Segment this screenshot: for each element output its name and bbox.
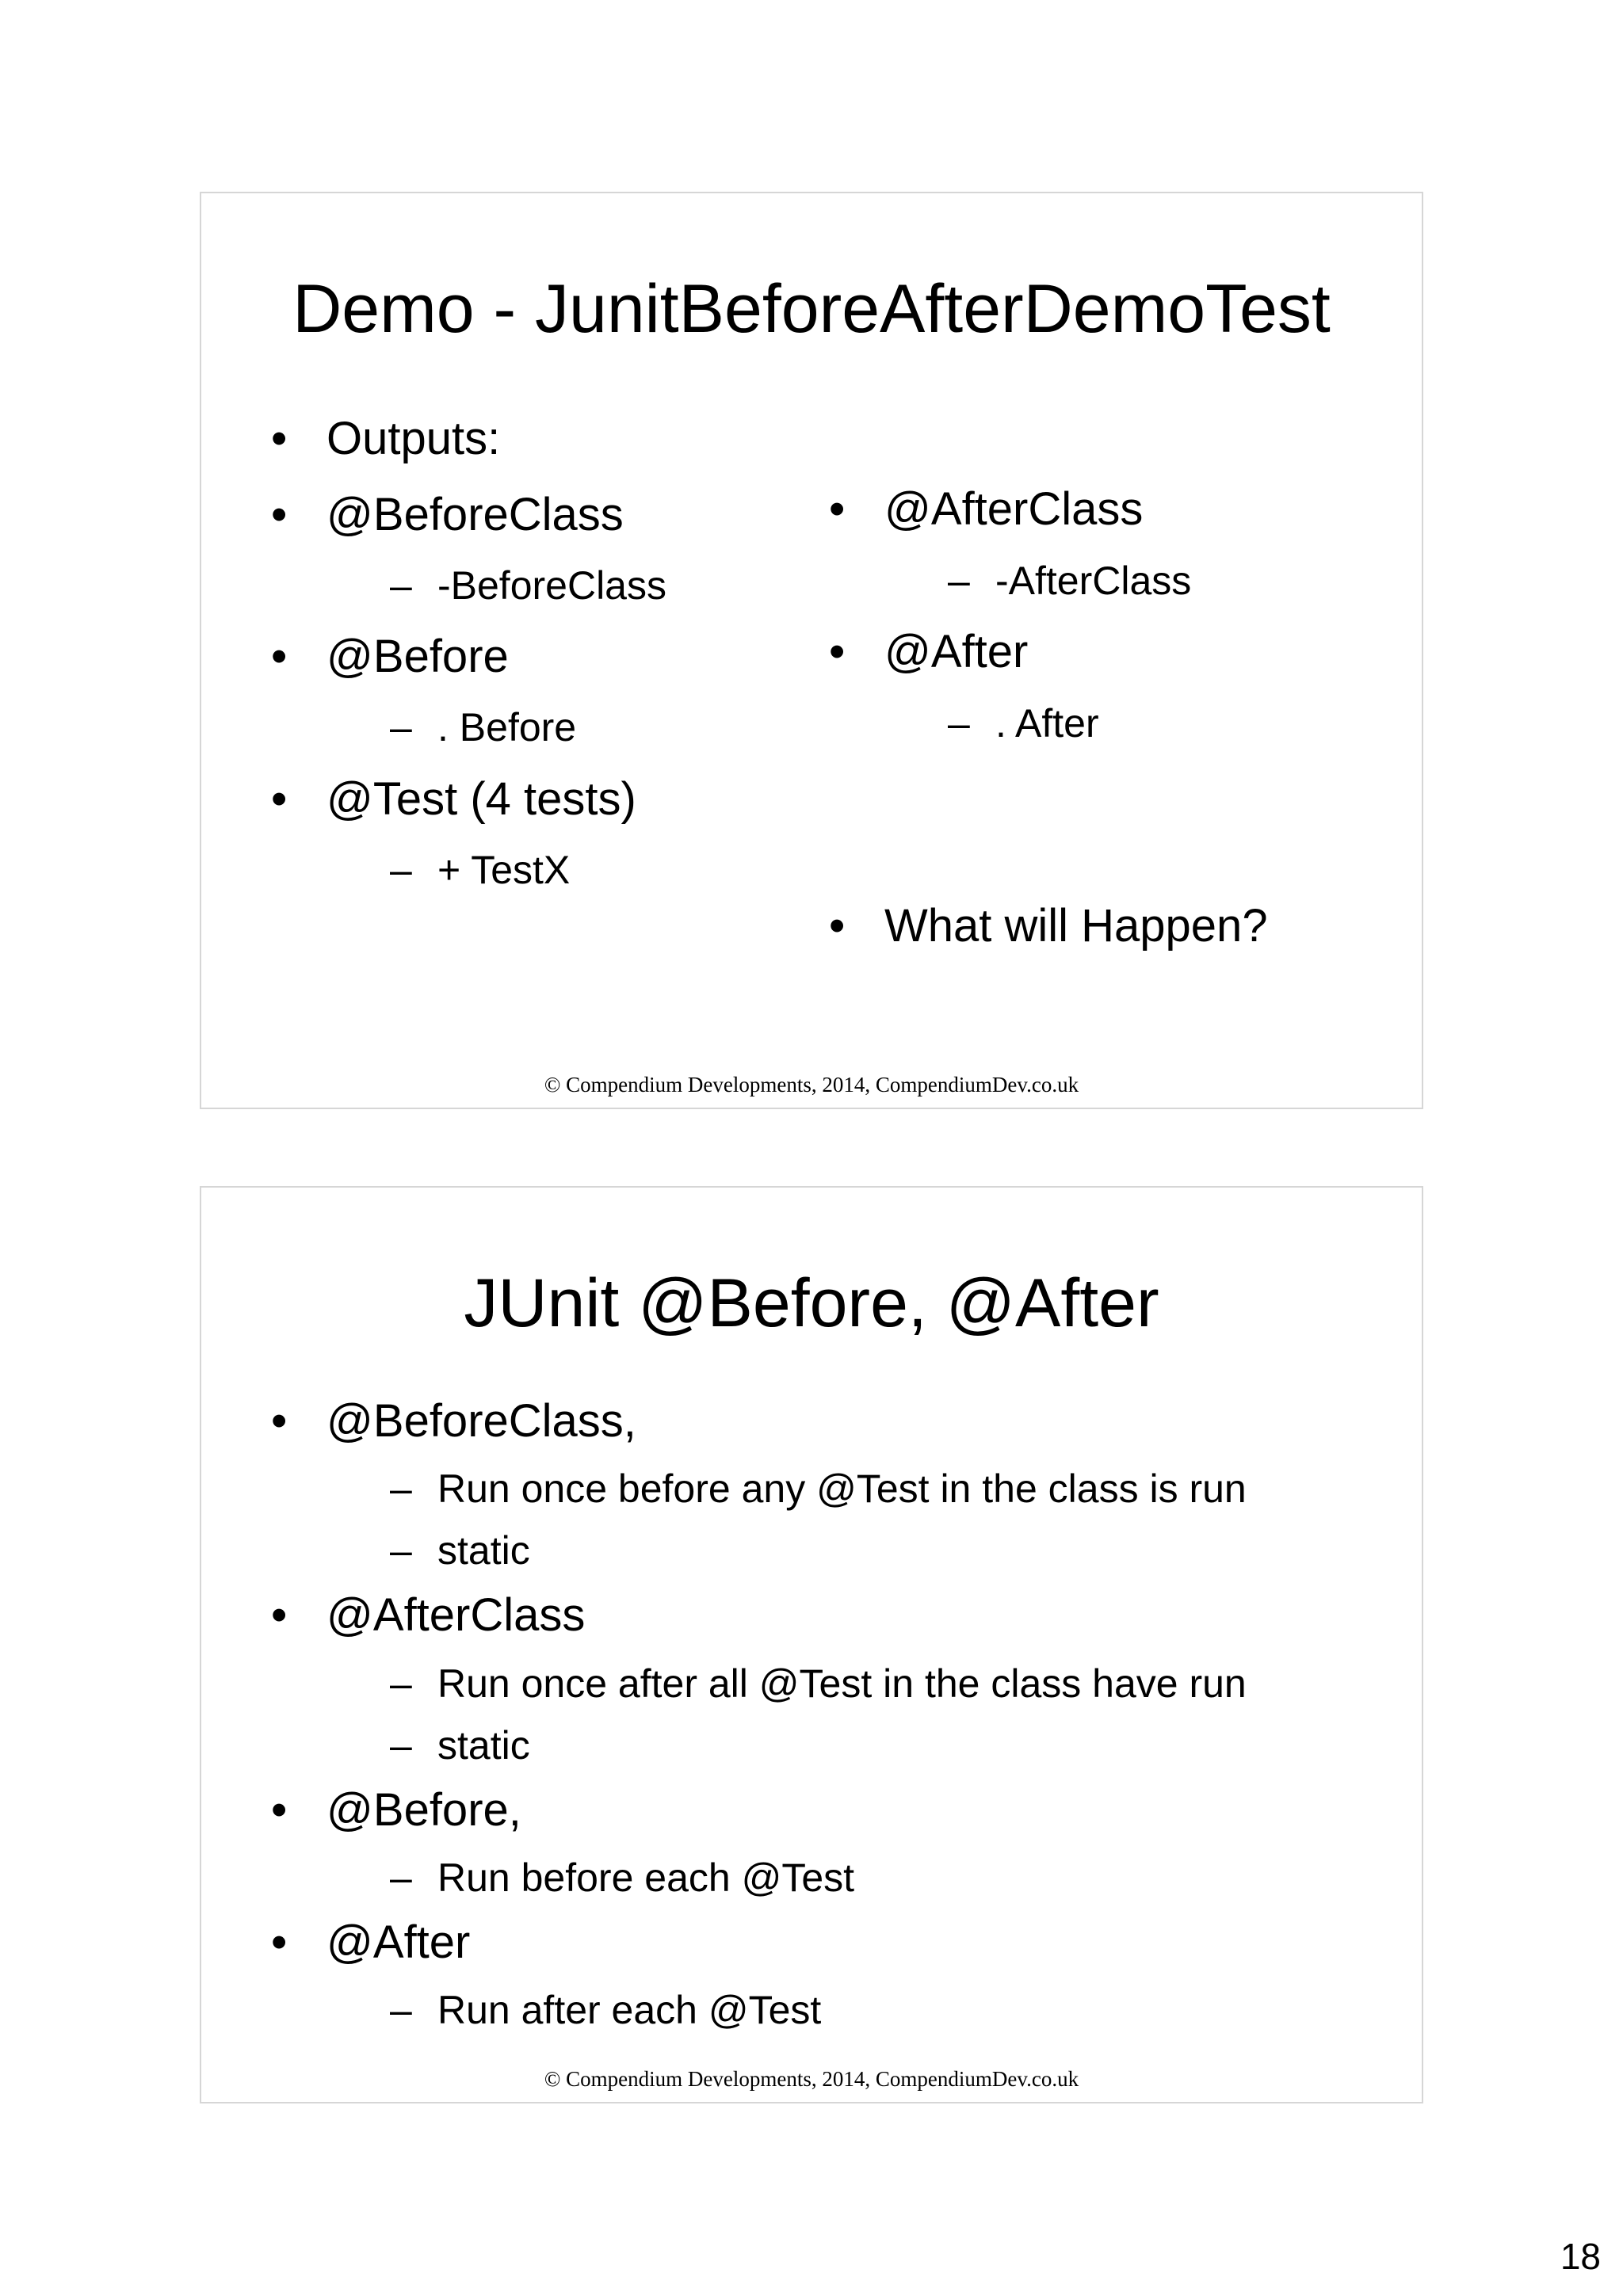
bullet-dot: • xyxy=(271,1395,288,1447)
bullet-dot: • xyxy=(271,1589,288,1641)
bullet-dot: • xyxy=(829,626,846,677)
slide-junit-before-after xyxy=(200,1186,1423,2103)
sub-bullet-dash: – xyxy=(390,1988,412,2032)
bullet-text: @AfterClass xyxy=(327,1589,586,1641)
bullet-text: What will Happen? xyxy=(884,900,1268,952)
sub-bullet-text: Run once after all @Test in the class have run xyxy=(437,1661,1247,1706)
bullet-text: @After xyxy=(327,1917,471,1968)
sub-bullet-dash: – xyxy=(390,705,412,749)
slide-title: Demo - JunitBeforeAfterDemoTest xyxy=(292,271,1331,347)
sub-bullet-dash: – xyxy=(390,1723,412,1768)
sub-bullet-text: Run once before any @Test in the class is run xyxy=(437,1466,1247,1511)
slide-footer: © Compendium Developments, 2014, CompendiumDev.co.uk xyxy=(544,1073,1079,1097)
sub-bullet-dash: – xyxy=(390,848,412,892)
sub-bullet-dash: – xyxy=(390,1466,412,1511)
bullet-text: @AfterClass xyxy=(884,483,1144,535)
bullet-text: @After xyxy=(884,626,1029,677)
sub-bullet-dash: – xyxy=(390,1661,412,1706)
sub-bullet-dash: – xyxy=(390,1528,412,1573)
bullet-dot: • xyxy=(271,1784,288,1836)
bullet-text: @BeforeClass xyxy=(327,489,624,540)
sub-bullet-dash: – xyxy=(390,1855,412,1900)
bullet-text: @Before xyxy=(327,631,509,682)
sub-bullet-text: . Before xyxy=(437,705,577,749)
bullet-dot: • xyxy=(271,773,288,825)
sub-bullet-text: -AfterClass xyxy=(995,559,1192,603)
sub-bullet-text: static xyxy=(437,1528,530,1573)
sub-bullet-dash: – xyxy=(390,563,412,608)
sub-bullet-text: Run after each @Test xyxy=(437,1988,822,2032)
bullet-text: @BeforeClass, xyxy=(327,1395,636,1447)
sub-bullet-text: static xyxy=(437,1723,530,1768)
bullet-dot: • xyxy=(271,489,288,540)
bullet-text: @Test (4 tests) xyxy=(327,773,636,825)
sub-bullet-text: + TestX xyxy=(437,848,571,892)
bullet-dot: • xyxy=(271,413,288,464)
bullet-dot: • xyxy=(271,1917,288,1968)
slide-demo xyxy=(200,192,1423,1109)
sub-bullet-text: . After xyxy=(995,701,1099,746)
bullet-dot: • xyxy=(829,483,846,535)
sub-bullet-dash: – xyxy=(948,559,970,603)
bullet-dot: • xyxy=(271,631,288,682)
sub-bullet-dash: – xyxy=(948,701,970,746)
bullet-text: @Before, xyxy=(327,1784,521,1836)
bullet-text: Outputs: xyxy=(327,413,501,464)
slide-title: JUnit @Before, @After xyxy=(464,1265,1159,1341)
sub-bullet-text: Run before each @Test xyxy=(437,1855,855,1900)
bullet-dot: • xyxy=(829,900,846,952)
slide-footer: © Compendium Developments, 2014, CompendiumDev.co.uk xyxy=(544,2067,1079,2091)
page-number: 18 xyxy=(1560,2236,1601,2277)
sub-bullet-text: -BeforeClass xyxy=(437,563,666,608)
